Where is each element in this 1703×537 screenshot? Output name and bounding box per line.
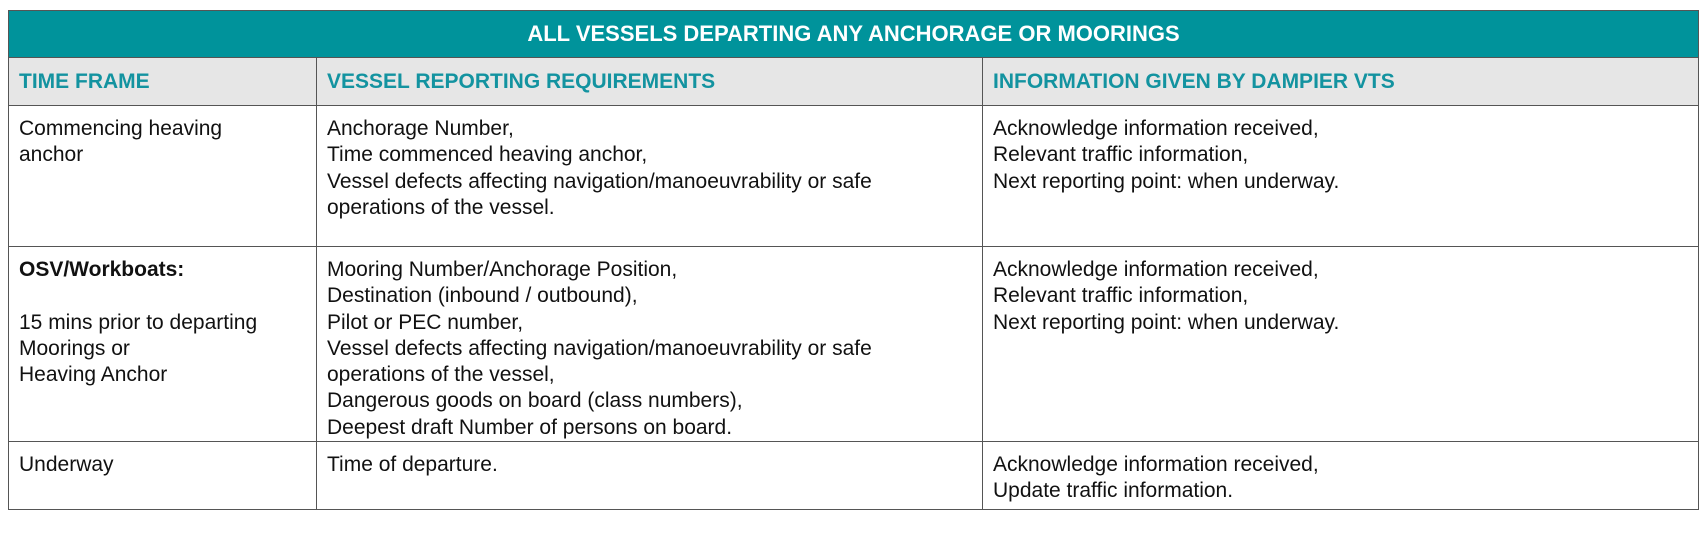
cell-line: Vessel defects affecting navigation/manoeuvrability or safe [327,336,872,360]
cell-line: Destination (inbound / outbound), [327,284,638,308]
cell-line: anchor [19,143,84,167]
cell-line: Acknowledge information received, [993,453,1319,477]
cell-line: operations of the vessel, [327,363,555,387]
cell-line: Relevant traffic information, [993,284,1249,308]
cell-line: Heaving Anchor [19,363,168,387]
reporting-table-container [8,10,1698,510]
time-frame-cell [9,442,317,510]
cell-line: Update traffic information. [993,479,1234,503]
requirements-cell [317,442,983,510]
cell-line: Anchorage Number, [327,117,514,140]
time-frame-cell [9,247,317,442]
table-row [9,106,1699,247]
time-frame-cell [9,106,317,247]
header-info: INFORMATION GIVEN BY DAMPIER VTS [983,58,1699,106]
table-title: ALL VESSELS DEPARTING ANY ANCHORAGE OR MOORINGS [9,11,1699,58]
header-time-frame: TIME FRAME [9,58,317,106]
table-row [9,442,1699,510]
table-row [9,247,1699,442]
requirements-cell [317,247,983,442]
cell-line: Time of departure. [327,453,498,477]
info-cell [983,106,1699,247]
spacer [19,283,306,309]
cell-line: operations of the vessel. [327,195,555,219]
cell-bold-label: OSV/Workboats: [19,258,185,281]
cell-line: Dangerous goods on board (class numbers), [327,389,743,413]
requirements-cell [317,106,983,247]
header-requirements: VESSEL REPORTING REQUIREMENTS [317,58,983,106]
cell-line: Deepest draft Number of persons on board. [327,415,733,439]
cell-line: Relevant traffic information, [993,143,1249,167]
reporting-table [8,10,1699,510]
cell-line: 15 mins prior to departing [19,310,258,334]
cell-line: Vessel defects affecting navigation/manoeuvrability or safe [327,169,872,193]
cell-line: Commencing heaving [19,117,223,140]
cell-line: Mooring Number/Anchorage Position, [327,258,678,281]
cell-line: Acknowledge information received, [993,258,1319,281]
info-cell [983,442,1699,510]
cell-line: Next reporting point: when underway. [993,310,1340,334]
info-cell [983,247,1699,442]
cell-line: Acknowledge information received, [993,117,1319,140]
cell-line: Time commenced heaving anchor, [327,143,648,167]
cell-line: Next reporting point: when underway. [993,169,1340,193]
cell-line: Moorings or [19,336,130,360]
header-row [9,58,1699,106]
cell-line: Pilot or PEC number, [327,310,524,334]
cell-line: Underway [19,453,114,477]
